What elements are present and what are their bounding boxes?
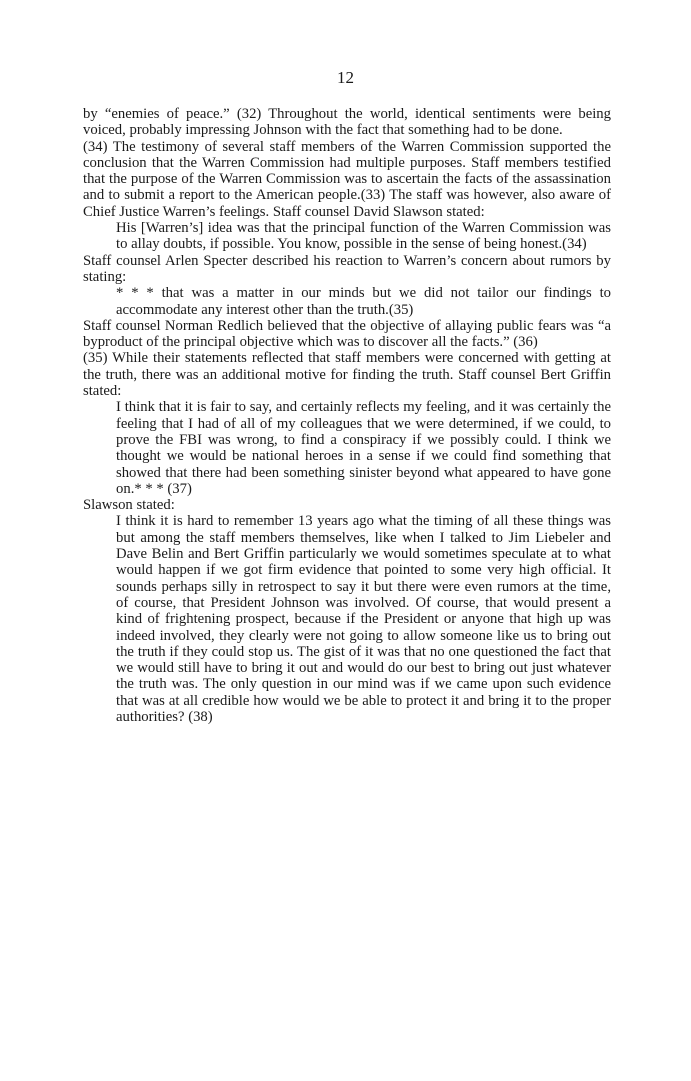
document-body — [83, 106, 611, 725]
paragraph-34: (34) The testimony of several staff members of the Warren Commission supported the conclusion that the Warren Commission had multiple purposes. Staff members testified that the purpose of the Warren Commission was to ascertain the facts of the assassination and to submit a report to the American people.(33) The staff was however, also aware of Chief Justice Warren’s feelings. Staff counsel David Slawson stated: — [83, 138, 611, 220]
paragraph-redlich: Staff counsel Norman Redlich believed that the objective of allaying public fears was “a byproduct of the principal objective which was to discover all the facts.” (36) — [83, 317, 611, 351]
paragraph-35: (35) While their statements reflected that staff members were concerned with getting at the truth, there was an additional motive for finding the truth. Staff counsel Bert Griffin stated: — [83, 350, 611, 400]
paragraph-specter: Staff counsel Arlen Specter described his reaction to Warren’s concern about rumors by stating: — [83, 252, 611, 285]
paragraph-slawson-intro: Slawson stated: — [83, 497, 175, 514]
page-number: 12 — [337, 68, 354, 87]
block-quote-slawson: His [Warren’s] idea was that the principal function of the Warren Commission was to allay doubts, if possible. You know, possible in the sense of being honest.(34) — [116, 220, 611, 253]
block-quote-slawson-2: I think it is hard to remember 13 years ago what the timing of all these things was but among the staff members themselves, like when I talked to Jim Liebeler and Dave Belin and Bert Griffin particularly we would sometimes speculate at to what would happen if we got firm evidence that pointed to some very high official. It sounds perhaps silly in retrospect to say it but there were even rumors at the time, of course, that President Johnson was involved. Of course, that would present a kind of frightening prospect, because if the President or anyone that high up was indeed involved, they clearly were not going to allow someone like us to bring out the truth if they could stop us. The gist of it was that no one questioned the fact that we would still have to bring it out and would do our best to bring out just whatever the truth was. The only question in our mind was if we came upon such evidence that was at all credible how would we be able to protect it and bring it to the proper authorities? (38) — [116, 513, 611, 725]
block-quote-griffin: I think that it is fair to say, and certainly reflects my feeling, and it was certainly the feeling that I had of all of my colleagues that we were determined, if we could, to prove the FBI was wrong, to find a conspiracy if we possibly could. I think we thought we would be national heroes in a sense if we could find something that showed that there had been something sinister beyond what appeared to have gone on.* * * (37) — [116, 399, 611, 497]
paragraph-continuation: by “enemies of peace.” (32) Throughout the world, identical sentiments were being voiced, probably impressing Johnson with the fact that something had to be done. — [83, 106, 611, 139]
block-quote-specter: * * * that was a matter in our minds but we did not tailor our findings to accommodate any interest other than the truth.(35) — [116, 285, 611, 318]
